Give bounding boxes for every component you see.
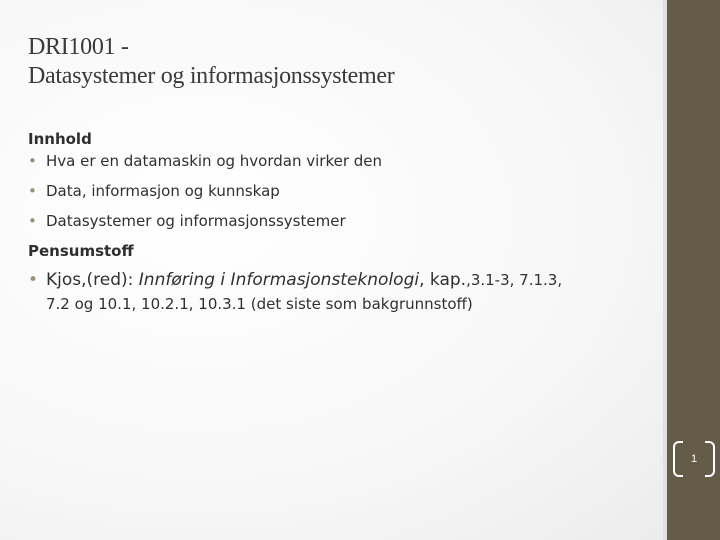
slide-title [28,33,648,91]
reading-chapters: ,3.1-3, 7.1.3, [466,271,563,289]
reading-book-title: Innføring i Informasjonsteknologi [138,270,420,290]
bullet-item [28,180,658,210]
bullet-dot-icon: • [28,152,37,170]
reading-chapters-line-2: 7.2 og 10.1, 10.2.1, 10.3.1 (det siste som bakgrunnstoff) [46,295,473,313]
section-heading-pensumstoff: Pensumstoff [28,242,134,260]
page-number-badge [673,441,715,477]
reading-list-item [28,268,658,316]
title-line-1: DRI1001 - [28,34,129,60]
page-number: 1 [690,453,698,465]
reading-prefix: Kjos,(red): [46,270,139,290]
reading-suffix: , kap. [419,270,467,290]
bullet-item [28,210,658,240]
bullet-item [28,150,658,180]
bullet-text: Data, informasjon og kunnskap [46,182,280,200]
bullet-dot-icon: • [28,212,37,230]
bullet-text: Hva er en datamaskin og hvordan virker den [46,152,383,170]
section-heading-innhold: Innhold [28,130,92,148]
bullet-text: Datasystemer og informasjonssystemer [46,212,346,230]
slide-body [28,128,658,316]
bullet-dot-icon: • [28,182,37,200]
title-line-2: Datasystemer og informasjonssystemer [28,63,395,89]
bullet-dot-icon: • [28,270,39,290]
